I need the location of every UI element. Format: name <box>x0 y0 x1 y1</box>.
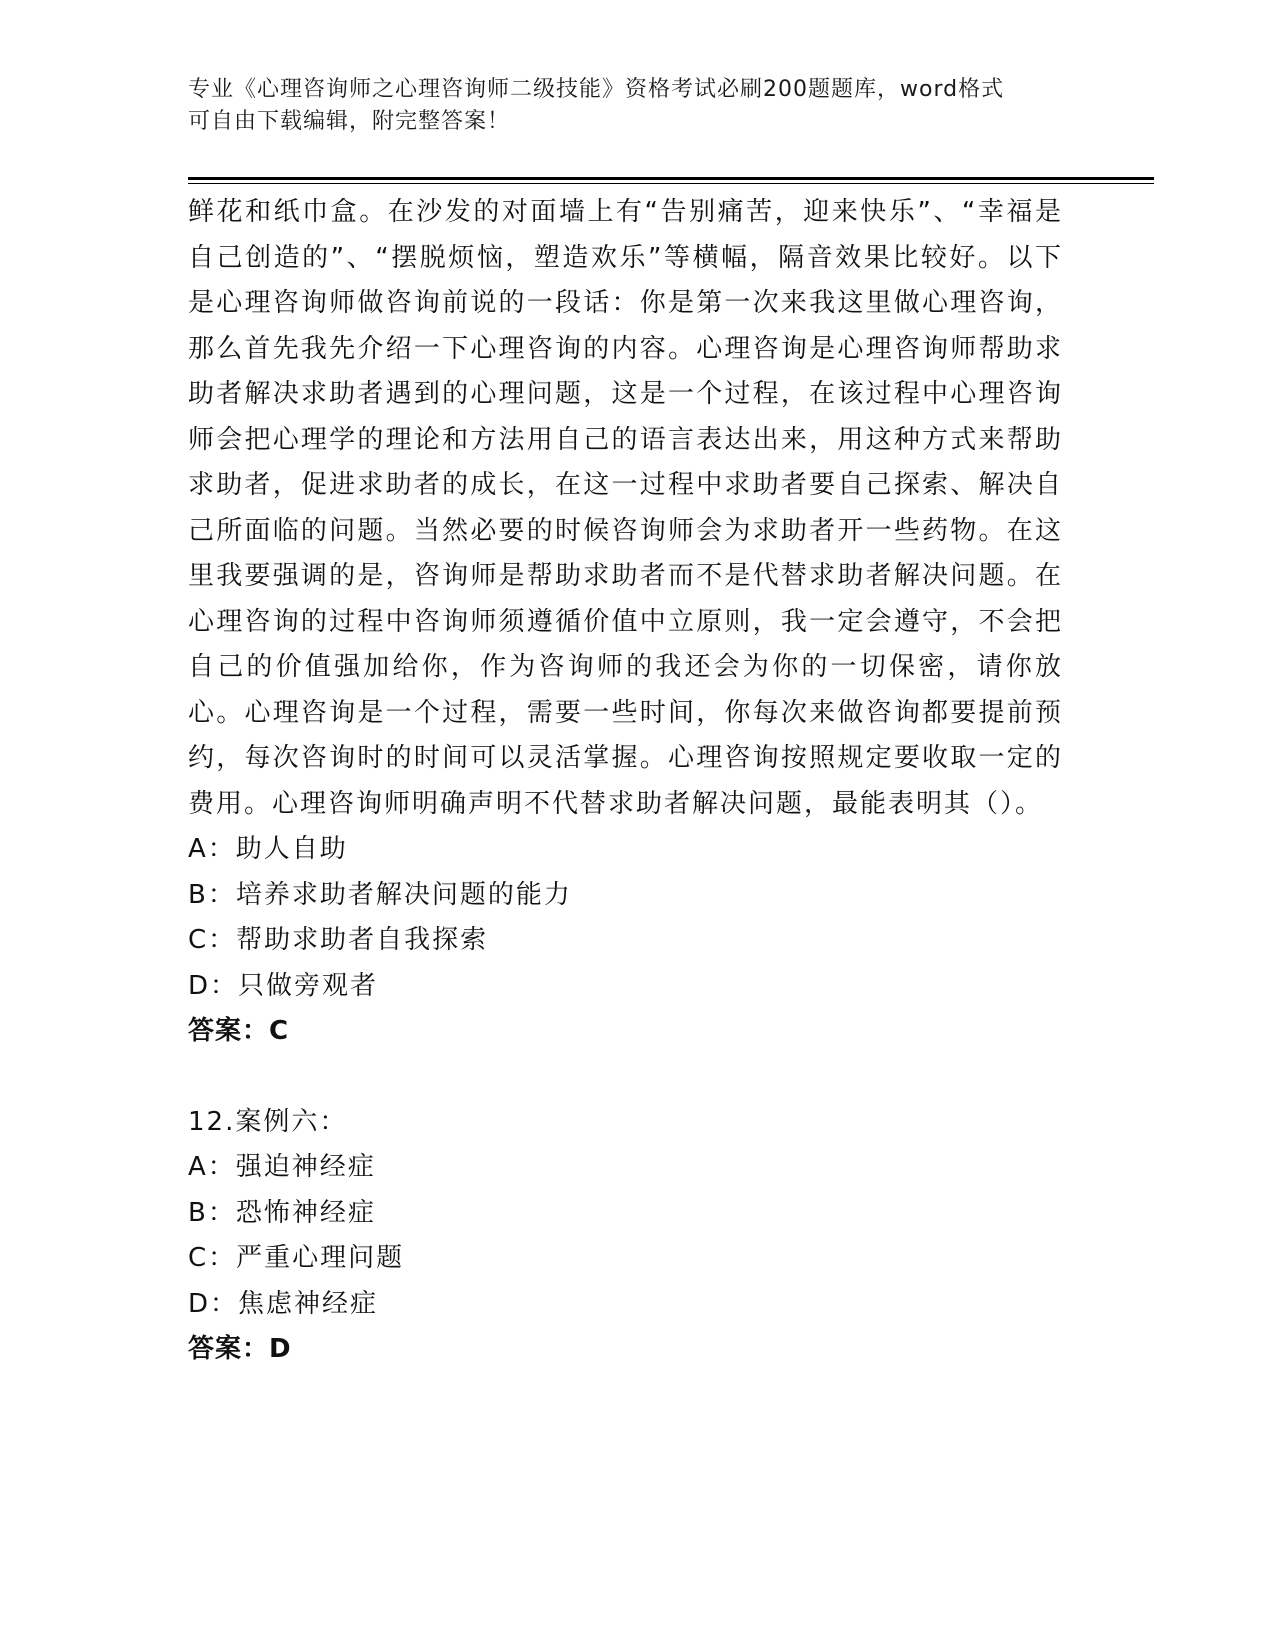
header-line-2: 可自由下载编辑，附完整答案！ <box>188 109 511 134</box>
question-12-option-a: A：强迫神经症 <box>188 1152 376 1182</box>
question-11 <box>188 190 1063 1055</box>
question-11-option-d: D：只做旁观者 <box>188 970 379 1001</box>
header-divider-thin <box>188 183 1154 184</box>
question-11-option-c: C：帮助求助者自我探索 <box>188 925 489 955</box>
question-12-title: 12.案例六： <box>188 1106 348 1137</box>
question-11-option-a: A：助人自助 <box>188 834 348 864</box>
question-11-text: 鲜花和纸巾盒。在沙发的对面墙上有“告别痛苦，迎来快乐”、“幸福是自己创造的”、“摆脱烦恼，塑造欢乐”等横幅，隔音效果比较好。以下是心理咨询师做咨询前说的一段话：你是第一次来我这里做心理咨询，那么首先我先介绍一下心理咨询的内容。心理咨询是心理咨询师帮助求助者解决求助者遇到的心理问题，这是一个过程，在该过程中心理咨询师会把心理学的理论和方法用自己的语言表达出来，用这种方式来帮助求助者，促进求助者的成长，在这一过程中求助者要自己探索、解决自己所面临的问题。当然必要的时候咨询师会为求助者开一些药物。在这里我要强调的是，咨询师是帮助求助者而不是代替求助者解决问题。在心理咨询的过程中咨询师须遵循价值中立原则，我一定会遵守，不会把自己的价值强加给你，作为咨询师的我还会为你的一切保密，请你放心。心理咨询是一个过程，需要一些时间，你每次来做咨询都要提前预约，每次咨询时的时间可以灵活掌握。心理咨询按照规定要收取一定的费用。心理咨询师明确声明不代替求助者解决问题，最能表明其（）。 <box>188 197 1063 819</box>
header-line-1: 专业《心理咨询师之心理咨询师二级技能》资格考试必刷200题题库，word格式 <box>188 77 1005 102</box>
question-11-answer: 答案：C <box>188 1016 290 1046</box>
question-12-option-d: D：焦虑神经症 <box>188 1288 379 1319</box>
document-header <box>188 74 1068 138</box>
question-12-option-b: B：恐怖神经症 <box>188 1197 376 1228</box>
document-body <box>188 190 1063 1373</box>
question-12-option-c: C：严重心理问题 <box>188 1243 405 1273</box>
header-divider-thick <box>188 177 1154 180</box>
question-12-answer: 答案：D <box>188 1334 292 1364</box>
question-11-option-b: B：培养求助者解决问题的能力 <box>188 879 572 910</box>
question-12 <box>188 1100 1063 1373</box>
